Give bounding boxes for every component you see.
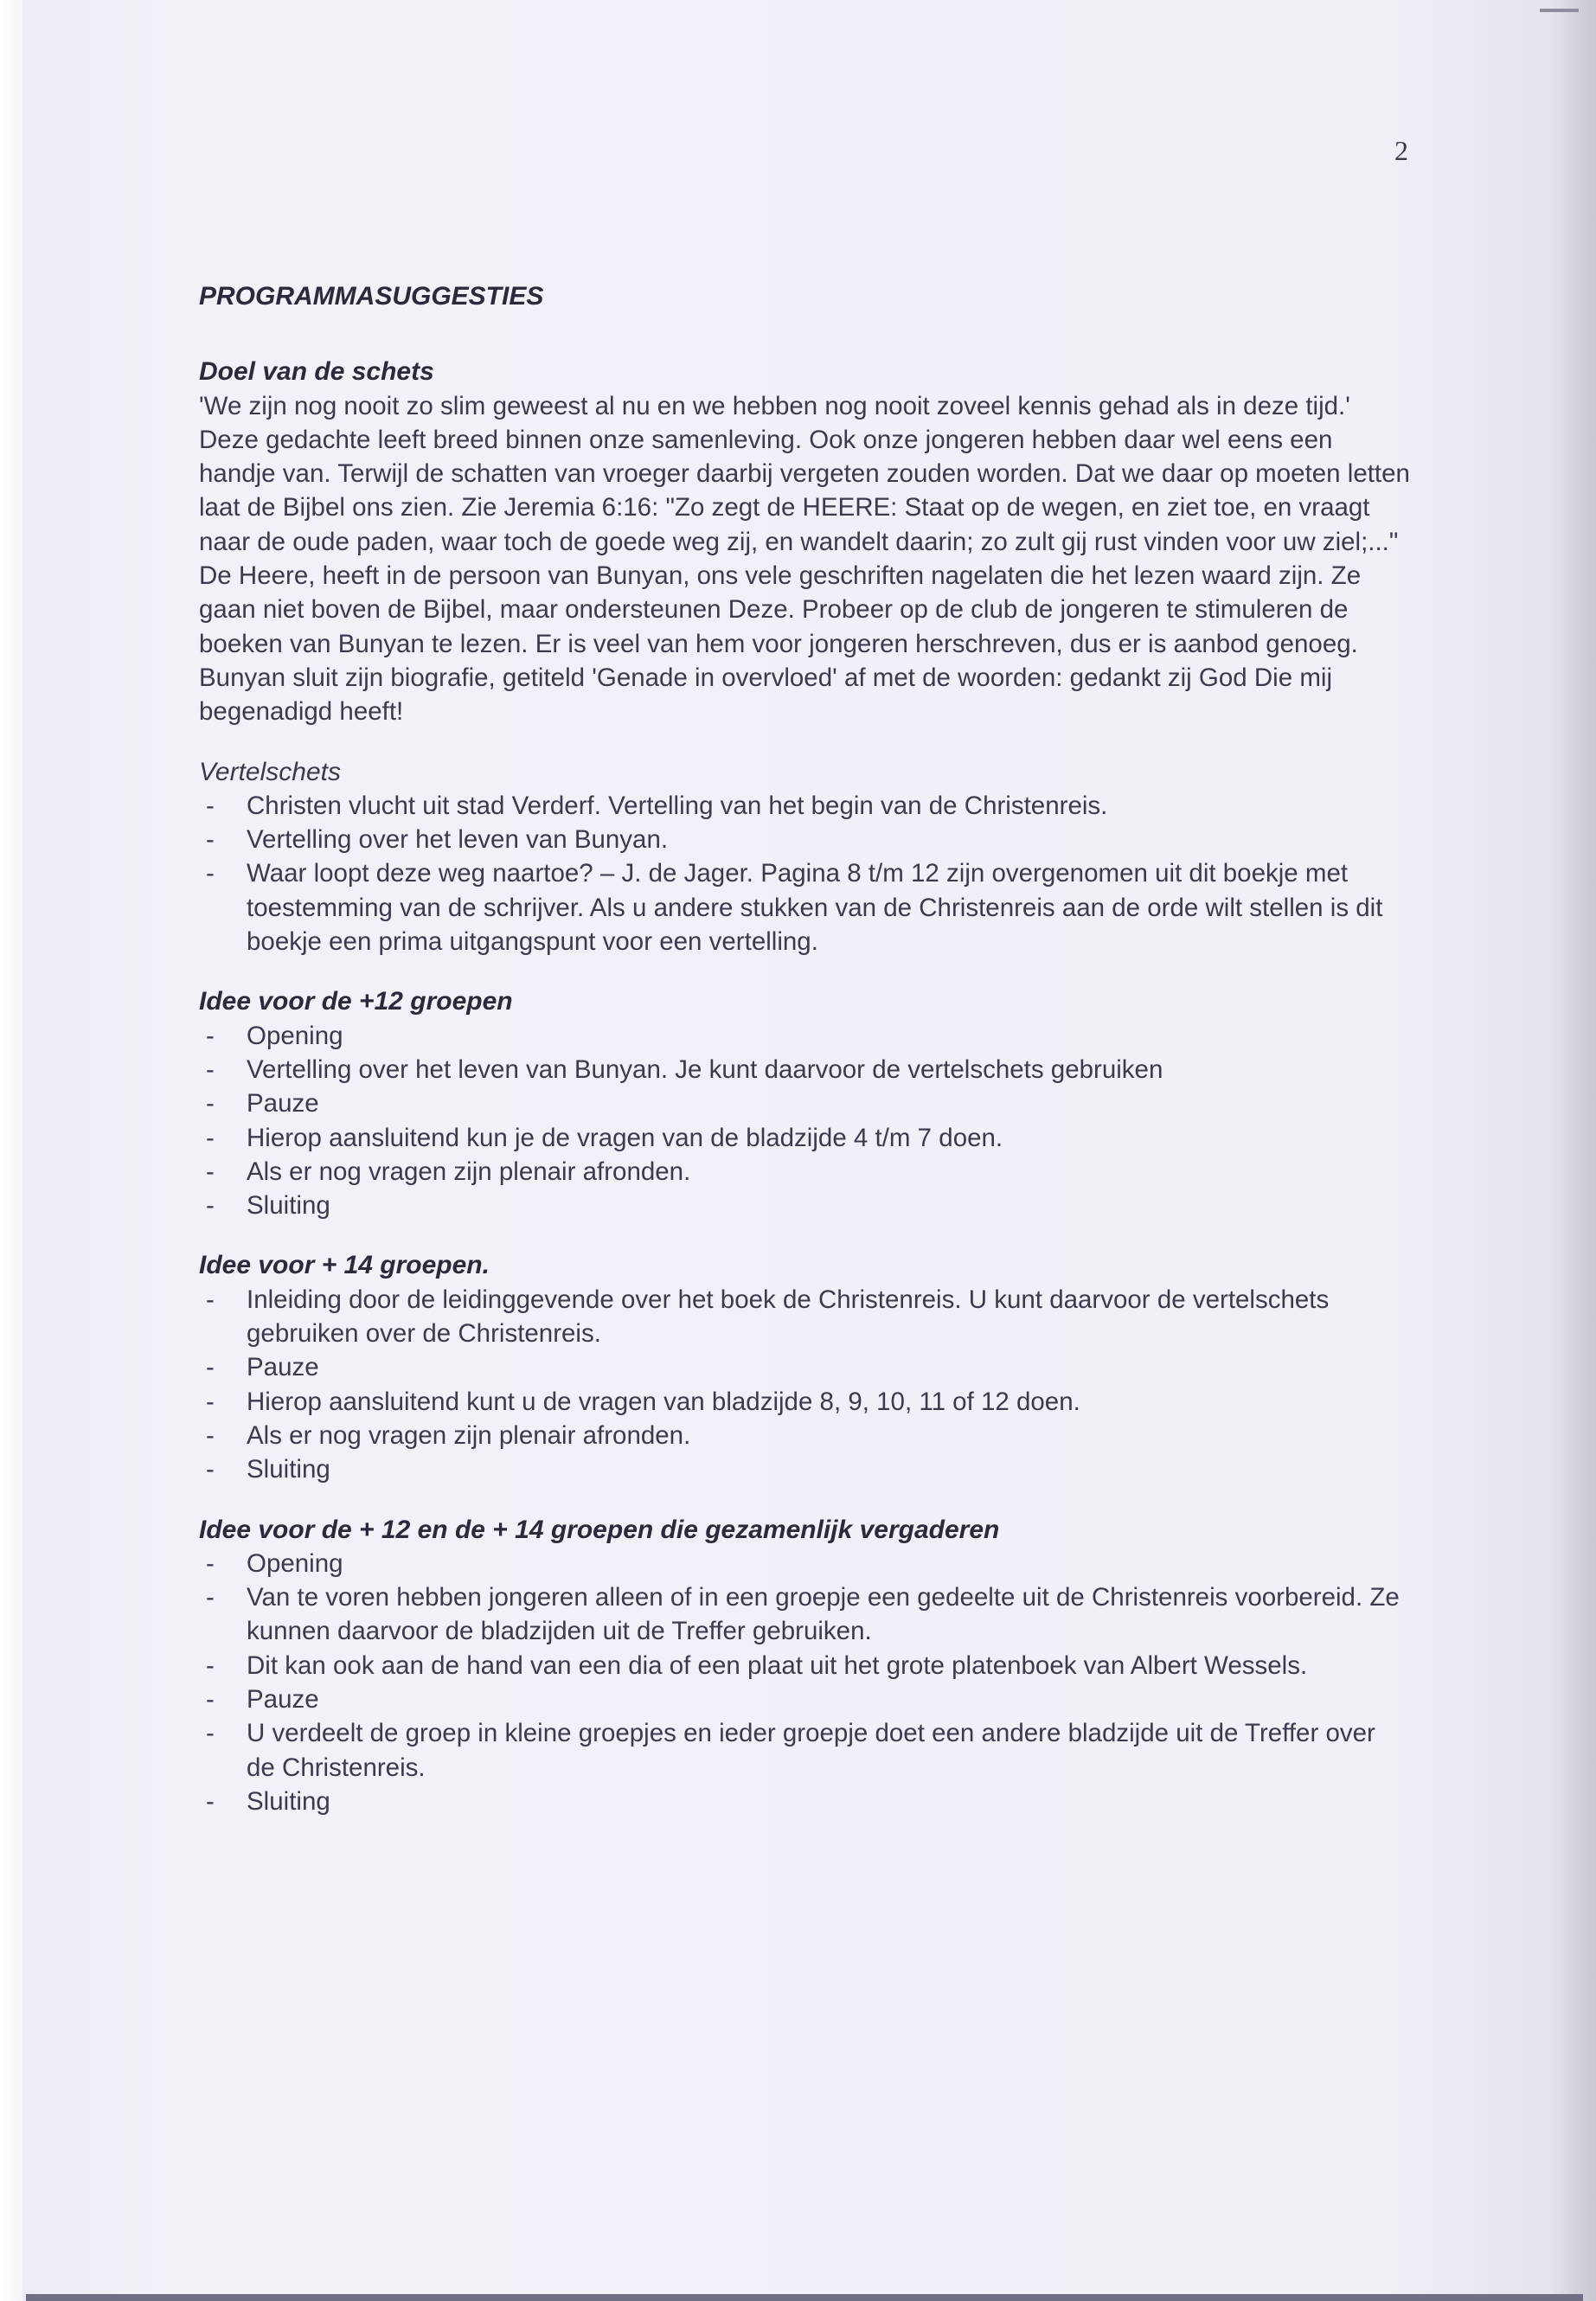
bullet-dash: - [206,859,215,888]
bullet-dash: - [206,791,215,820]
list-item-text: Dit kan ook aan de hand van een dia of een plaat uit het grote platenboek van Albert Wessels. [247,1650,1308,1680]
list-item [199,1121,1410,1155]
bullet-list-idee-12 [199,1019,1410,1223]
list-item-text: Sluiting [247,1786,330,1816]
bullet-dash: - [206,1455,215,1484]
list-item [199,1350,1410,1384]
list-item-text: Hierop aansluitend kun je de vragen van de bladzijde 4 t/m 7 doen. [247,1123,1003,1152]
section-heading-gezamenlijk: Idee voor de + 12 en de + 14 groepen die gezamenlijk vergaderen [199,1515,1000,1544]
bullet-dash: - [206,1089,215,1118]
section-heading-vertelschets: Vertelschets [199,757,341,786]
bullet-dash: - [206,1548,215,1578]
bullet-dash: - [206,1054,215,1084]
list-item-text: Als er nog vragen zijn plenair afronden. [247,1157,691,1186]
list-item-text: Als er nog vragen zijn plenair afronden. [247,1420,691,1450]
list-item [199,1086,1410,1120]
section-heading-doel: Doel van de schets [199,357,434,387]
bullet-dash: - [206,1719,215,1748]
list-item-text: Vertelling over het leven van Bunyan. Je kunt daarvoor de vertelschets gebruiken [247,1054,1163,1084]
bullet-dash: - [206,1285,215,1314]
list-item-text: Hierop aansluitend kunt u de vragen van bladzijde 8, 9, 10, 11 of 12 doen. [247,1387,1080,1416]
list-item [199,1385,1410,1419]
bullet-dash: - [206,1191,215,1221]
section-idee-14 [199,1248,1410,1486]
list-item-text: Van te voren hebben jongeren alleen of in een groepje een gedeelte uit de Christenreis voorbereid. Ze kunnen daarvoor de bladzijden uit de Treffer gebruiken. [247,1583,1400,1646]
list-item [199,1716,1410,1785]
bullet-list-vertelschets [199,789,1410,958]
section-idee-12 [199,984,1410,1222]
list-item-text: Pauze [247,1684,319,1714]
bullet-dash: - [206,1786,215,1816]
section-doel [199,355,1410,728]
bullet-dash: - [206,1650,215,1680]
bullet-dash: - [206,1353,215,1382]
list-item [199,1547,1410,1580]
section-heading-idee-14: Idee voor + 14 groepen. [199,1251,490,1280]
section-gezamenlijk [199,1513,1410,1819]
list-item [199,789,1410,823]
page-title: PROGRAMMASUGGESTIES [199,282,544,311]
section-vertelschets [199,755,1410,959]
list-item-text: U verdeelt de groep in kleine groepjes en ieder groepje doet een andere bladzijde uit de Treffer over de Christenreis. [247,1719,1375,1782]
bullet-dash: - [206,1157,215,1186]
list-item [199,1580,1410,1649]
bullet-dash: - [206,825,215,855]
bullet-dash: - [206,1420,215,1450]
list-item [199,1785,1410,1818]
list-item [199,1053,1410,1086]
list-item-text: Opening [247,1548,343,1578]
list-item-text: Sluiting [247,1455,330,1484]
list-item [199,1419,1410,1452]
bullet-dash: - [206,1387,215,1416]
list-item-text: Christen vlucht uit stad Verderf. Vertelling van het begin van de Christenreis. [247,791,1108,820]
bullet-dash: - [206,1123,215,1152]
page-left-edge [0,0,22,2301]
list-item [199,856,1410,958]
list-item [199,823,1410,856]
bullet-list-gezamenlijk [199,1547,1410,1818]
list-item [199,1155,1410,1189]
list-item [199,1682,1410,1716]
list-item-text: Pauze [247,1353,319,1382]
list-item [199,1189,1410,1222]
bottom-edge-bar [26,2294,1583,2301]
list-item [199,1452,1410,1486]
bullet-dash: - [206,1021,215,1050]
bullet-list-idee-14 [199,1283,1410,1487]
bullet-dash: - [206,1684,215,1714]
page-number: 2 [1394,135,1408,166]
document-content [199,279,1410,1844]
list-item-text: Opening [247,1021,343,1050]
top-rule-mark [1540,9,1579,12]
list-item [199,1283,1410,1351]
page-right-shadow [1551,0,1596,2301]
list-item-text: Waar loopt deze weg naartoe? – J. de Jager. Pagina 8 t/m 12 zijn overgenomen uit dit boekje met toestemming van de schrijver. Als u andere stukken van de Christenreis aan de orde wilt stellen is dit boekje een prima uitgangspunt voor een vertelling. [247,859,1383,957]
section-text-doel: 'We zijn nog nooit zo slim geweest al nu en we hebben nog nooit zoveel kennis gehad als in deze tijd.' Deze gedachte leeft breed binnen onze samenleving. Ook onze jongeren hebben daar wel eens een handje van. Terwijl de schatten van vroeger daarbij vergeten zouden worden. Dat we daar op moeten letten laat de Bijbel ons zien. Zie Jeremia 6:16: "Zo zegt de HEERE: Staat op de wegen, en ziet toe, en vraagt naar de oude paden, waar toch de goede weg zij, en wandelt daarin; zo zult gij rust vinden voor uw ziel;..." De Heere, heeft in de persoon van Bunyan, ons vele geschriften nagelaten die het lezen waard zijn. Ze gaan niet boven de Bijbel, maar ondersteunen Deze. Probeer op de club de jongeren te stimuleren de boeken van Bunyan te lezen. Er is veel van hem voor jongeren herschreven, dus er is aanbod genoeg. Bunyan sluit zijn biografie, getiteld 'Genade in overvloed' af met de woorden: gedankt zij God Die mij begenadigd heeft! [199,391,1410,727]
list-item-text: Sluiting [247,1191,330,1221]
section-heading-idee-12: Idee voor de +12 groepen [199,987,513,1016]
list-item-text: Vertelling over het leven van Bunyan. [247,825,669,855]
list-item-text: Inleiding door de leidinggevende over het boek de Christenreis. U kunt daarvoor de vertelschets gebruiken over de Christenreis. [247,1285,1330,1349]
list-item [199,1649,1410,1682]
list-item [199,1019,1410,1053]
list-item-text: Pauze [247,1089,319,1118]
bullet-dash: - [206,1583,215,1612]
